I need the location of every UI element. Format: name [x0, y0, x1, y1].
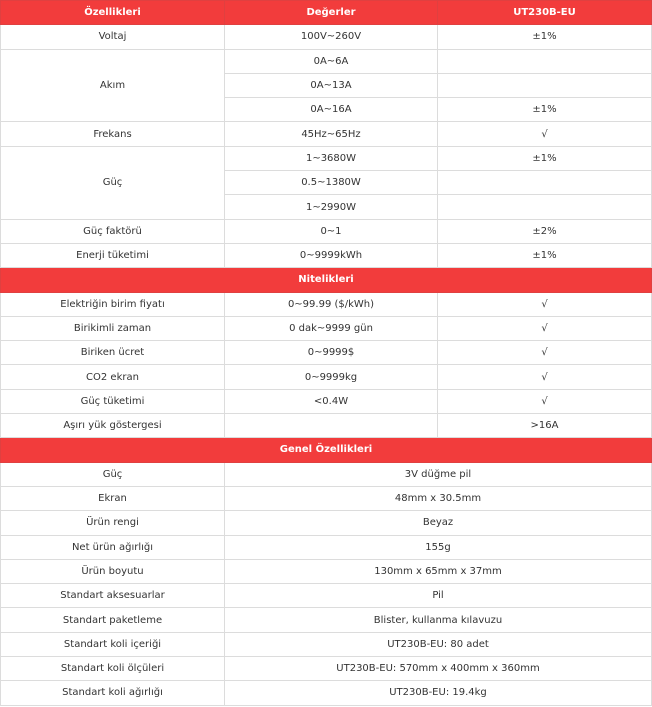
row-mark: √ — [438, 365, 652, 389]
header-model: UT230B-EU — [438, 1, 652, 25]
row-label: Aşırı yük göstergesi — [1, 414, 225, 438]
row-value: 0~9999kg — [225, 365, 438, 389]
row-label: Ekran — [1, 486, 225, 510]
row-label: Güç tüketimi — [1, 389, 225, 413]
table-row — [1, 341, 652, 365]
row-value: 0~99.99 ($/kWh) — [225, 292, 438, 316]
row-value: Pil — [225, 584, 652, 608]
row-value: 155g — [225, 535, 652, 559]
row-value: 0A~13A — [225, 73, 438, 97]
row-value: Beyaz — [225, 511, 652, 535]
row-accuracy — [438, 49, 652, 73]
row-label: Standart koli ölçüleri — [1, 657, 225, 681]
row-label: Güç — [1, 462, 225, 486]
row-label: Standart koli ağırlığı — [1, 681, 225, 705]
table-row — [1, 25, 652, 49]
row-value: 48mm x 30.5mm — [225, 486, 652, 510]
row-accuracy — [438, 171, 652, 195]
row-label: Enerji tüketimi — [1, 243, 225, 267]
row-label: Voltaj — [1, 25, 225, 49]
row-accuracy: ±1% — [438, 243, 652, 267]
row-value: <0.4W — [225, 389, 438, 413]
row-label: Standart aksesuarlar — [1, 584, 225, 608]
row-value: 0~9999kWh — [225, 243, 438, 267]
row-value: 1~2990W — [225, 195, 438, 219]
row-label: Standart paketleme — [1, 608, 225, 632]
row-accuracy: √ — [438, 122, 652, 146]
row-value: 0.5~1380W — [225, 171, 438, 195]
row-accuracy — [438, 195, 652, 219]
table-row — [1, 584, 652, 608]
row-label: Güç faktörü — [1, 219, 225, 243]
table-row — [1, 122, 652, 146]
table-header-row — [1, 1, 652, 25]
row-accuracy: ±1% — [438, 25, 652, 49]
section-header-row — [1, 268, 652, 292]
table-row — [1, 608, 652, 632]
table-row — [1, 292, 652, 316]
row-mark: √ — [438, 316, 652, 340]
row-label: Birikimli zaman — [1, 316, 225, 340]
section-title-features: Nitelikleri — [1, 268, 652, 292]
table-row — [1, 632, 652, 656]
row-value: UT230B-EU: 570mm x 400mm x 360mm — [225, 657, 652, 681]
row-value: 0~9999$ — [225, 341, 438, 365]
row-label: Frekans — [1, 122, 225, 146]
row-label: Net ürün ağırlığı — [1, 535, 225, 559]
row-value: 45Hz~65Hz — [225, 122, 438, 146]
row-value — [225, 414, 438, 438]
row-value: 0A~16A — [225, 98, 438, 122]
row-value: 100V~260V — [225, 25, 438, 49]
row-value: 1~3680W — [225, 146, 438, 170]
table-row — [1, 146, 652, 170]
header-values: Değerler — [225, 1, 438, 25]
table-row — [1, 219, 652, 243]
row-mark: √ — [438, 292, 652, 316]
row-mark: √ — [438, 389, 652, 413]
row-accuracy: ±1% — [438, 146, 652, 170]
row-mark: √ — [438, 341, 652, 365]
table-row — [1, 486, 652, 510]
table-row — [1, 462, 652, 486]
row-accuracy: ±1% — [438, 98, 652, 122]
row-label: Ürün boyutu — [1, 559, 225, 583]
row-label: Güç — [1, 146, 225, 219]
table-row — [1, 316, 652, 340]
row-value: 0~1 — [225, 219, 438, 243]
header-features: Özellikleri — [1, 1, 225, 25]
row-value: 3V düğme pil — [225, 462, 652, 486]
row-accuracy — [438, 73, 652, 97]
table-row — [1, 511, 652, 535]
row-mark: >16A — [438, 414, 652, 438]
section-header-row — [1, 438, 652, 462]
table-row — [1, 535, 652, 559]
row-accuracy: ±2% — [438, 219, 652, 243]
table-row — [1, 243, 652, 267]
table-row — [1, 389, 652, 413]
row-value: 0A~6A — [225, 49, 438, 73]
table-row — [1, 681, 652, 705]
row-value: 130mm x 65mm x 37mm — [225, 559, 652, 583]
table-row — [1, 365, 652, 389]
row-label: CO2 ekran — [1, 365, 225, 389]
row-label: Elektriğin birim fiyatı — [1, 292, 225, 316]
row-label: Biriken ücret — [1, 341, 225, 365]
table-row — [1, 657, 652, 681]
table-row — [1, 49, 652, 73]
row-label: Standart koli içeriği — [1, 632, 225, 656]
row-value: UT230B-EU: 19.4kg — [225, 681, 652, 705]
table-row — [1, 559, 652, 583]
row-value: UT230B-EU: 80 adet — [225, 632, 652, 656]
section-title-general: Genel Özellikleri — [1, 438, 652, 462]
row-label: Akım — [1, 49, 225, 122]
row-value: 0 dak~9999 gün — [225, 316, 438, 340]
row-value: Blister, kullanma kılavuzu — [225, 608, 652, 632]
row-label: Ürün rengi — [1, 511, 225, 535]
table-row — [1, 414, 652, 438]
